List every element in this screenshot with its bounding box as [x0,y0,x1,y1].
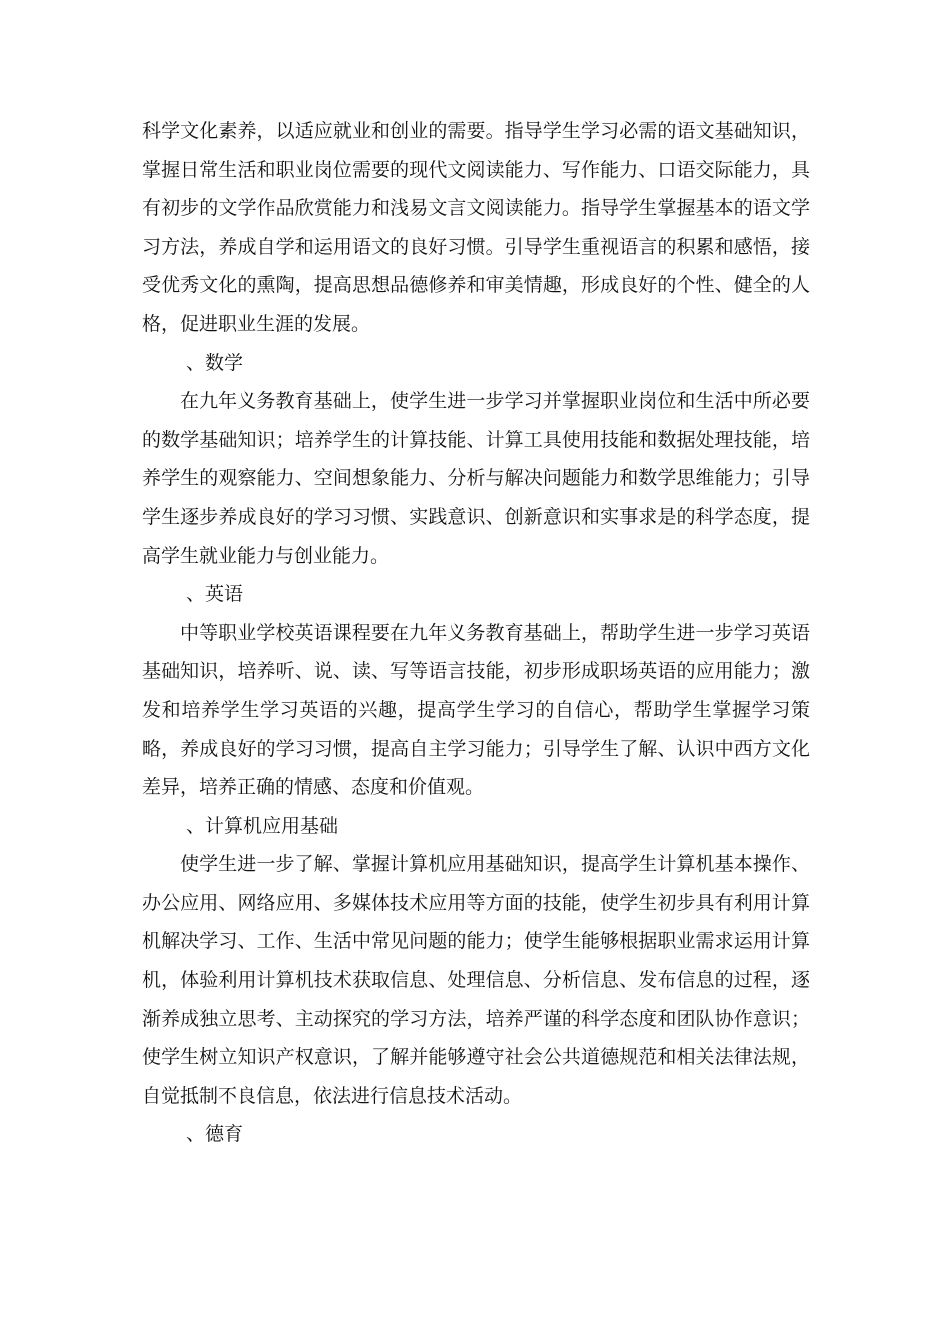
section-heading-math: 、数学 [186,351,244,374]
section-body-english: 中等职业学校英语课程要在九年义务教育基础上，帮助学生进一步学习英语基础知识，培养听、说、读、写等语言技能，初步形成职场英语的应用能力；激发和培养学生学习英语的兴趣，提高学生学习的自信心，帮助学生掌握学习策略，养成良好的学习习惯，提高自主学习能力；引导学生了解、认识中西方文化差异，培养正确的情感、态度和价值观。 [142,621,810,799]
section-heading-moral-education: 、德育 [186,1123,244,1146]
section-heading-computer: 、计算机应用基础 [186,814,339,837]
document-page [142,112,810,1154]
section-body-math: 在九年义务教育基础上，使学生进一步学习并掌握职业岗位和生活中所必要的数学基础知识；培养学生的计算技能、计算工具使用技能和数据处理技能，培养学生的观察能力、空间想象能力、分析与解决问题能力和数学思维能力；引导学生逐步养成良好的学习习惯、实践意识、创新意识和实事求是的科学态度，提高学生就业能力与创业能力。 [142,390,810,567]
section-body-computer: 使学生进一步了解、掌握计算机应用基础知识，提高学生计算机基本操作、办公应用、网络应用、多媒体技术应用等方面的技能，使学生初步具有利用计算机解决学习、工作、生活中常见问题的能力；使学生能够根据职业需求运用计算机，体验利用计算机技术获取信息、处理信息、分析信息、发布信息的过程，逐渐养成独立思考、主动探究的学习方法，培养严谨的科学态度和团队协作意识；使学生树立知识产权意识，了解并能够遵守社会公共道德规范和相关法律法规，自觉抵制不良信息，依法进行信息技术活动。 [142,853,810,1107]
intro-paragraph: 科学文化素养，以适应就业和创业的需要。指导学生学习必需的语文基础知识，掌握日常生活和职业岗位需要的现代文阅读能力、写作能力、口语交际能力，具有初步的文学作品欣赏能力和浅易文言文阅读能力。指导学生掌握基本的语文学习方法，养成自学和运用语文的良好习惯。引导学生重视语言的积累和感悟，接受优秀文化的熏陶，提高思想品德修养和审美情趣，形成良好的个性、健全的人格，促进职业生涯的发展。 [142,120,810,335]
section-heading-english: 、英语 [186,583,244,606]
